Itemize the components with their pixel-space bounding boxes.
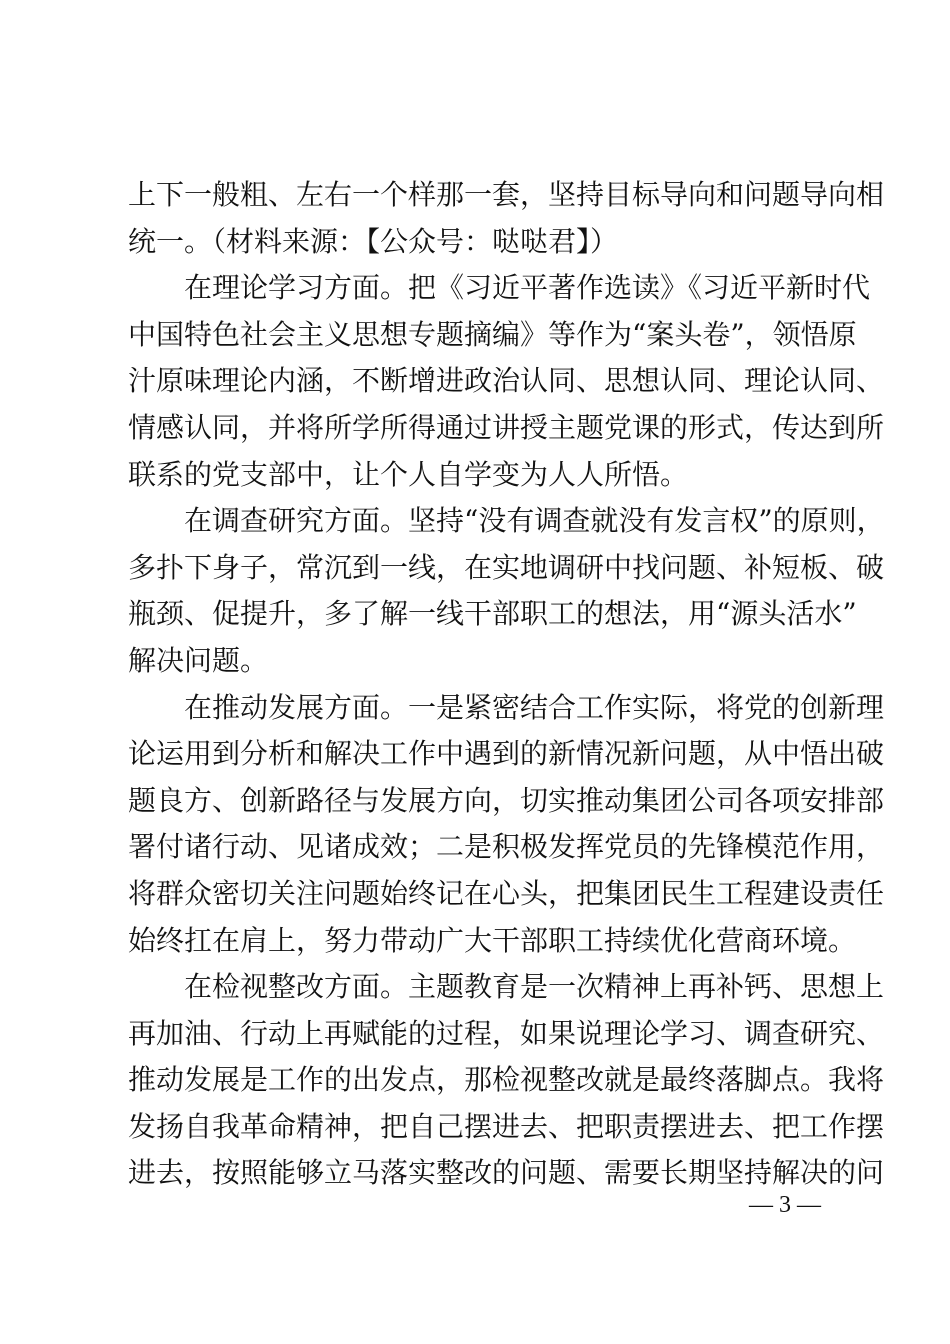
text-line: 解决问题。 — [128, 643, 269, 677]
text-line: 再加油、行动上再赋能的过程，如果说理论学习、调查研究、 — [128, 1016, 885, 1050]
text-line: 上下一般粗、左右一个样那一套，坚持目标导向和问题导向相 — [128, 178, 885, 211]
text-line: 中国特色社会主义思想专题摘编》等作为“案头卷”，领悟原 — [128, 317, 857, 351]
text-line: 多扑下身子，常沉到一线，在实地调研中找问题、补短板、破 — [128, 550, 885, 584]
text-line: 统一。（材料来源：【公众号：哒哒君】） — [128, 224, 619, 258]
paragraph-first-line: 在调查研究方面。坚持“没有调查就没有发言权”的原则， — [184, 504, 885, 538]
text-line: 进去，按照能够立马落实整改的问题、需要长期坚持解决的问 — [128, 1156, 885, 1190]
text-line: 将群众密切关注问题始终记在心头，把集团民生工程建设责任 — [128, 876, 885, 910]
page-number: — 3 — — [749, 1192, 821, 1218]
paragraph-first-line: 在理论学习方面。把《习近平著作选读》《习近平新时代 — [184, 271, 871, 305]
paragraph-first-line: 在检视整改方面。主题教育是一次精神上再补钙、思想上 — [184, 970, 885, 1004]
text-line: 题良方、创新路径与发展方向，切实推动集团公司各项安排部 — [128, 783, 885, 817]
text-line: 署付诸行动、见诸成效；二是积极发挥党员的先锋模范作用， — [128, 830, 885, 864]
text-line: 始终扛在肩上，努力带动广大干部职工持续优化营商环境。 — [128, 923, 857, 957]
text-line: 发扬自我革命精神，把自己摆进去、把职责摆进去、把工作摆 — [128, 1109, 885, 1143]
paragraph-first-line: 在推动发展方面。一是紧密结合工作实际，将党的创新理 — [184, 690, 885, 724]
body-text — [128, 172, 885, 1197]
text-line: 论运用到分析和解决工作中遇到的新情况新问题，从中悟出破 — [128, 737, 885, 771]
text-line: 推动发展是工作的出发点，那检视整改就是最终落脚点。我将 — [128, 1063, 885, 1097]
text-line: 瓶颈、促提升，多了解一线干部职工的想法，用“源头活水” — [128, 597, 857, 631]
text-line: 情感认同，并将所学所得通过讲授主题党课的形式，传达到所 — [128, 410, 885, 444]
text-line: 汁原味理论内涵，不断增进政治认同、思想认同、理论认同、 — [128, 364, 885, 398]
text-line: 联系的党支部中，让个人自学变为人人所悟。 — [128, 457, 689, 491]
